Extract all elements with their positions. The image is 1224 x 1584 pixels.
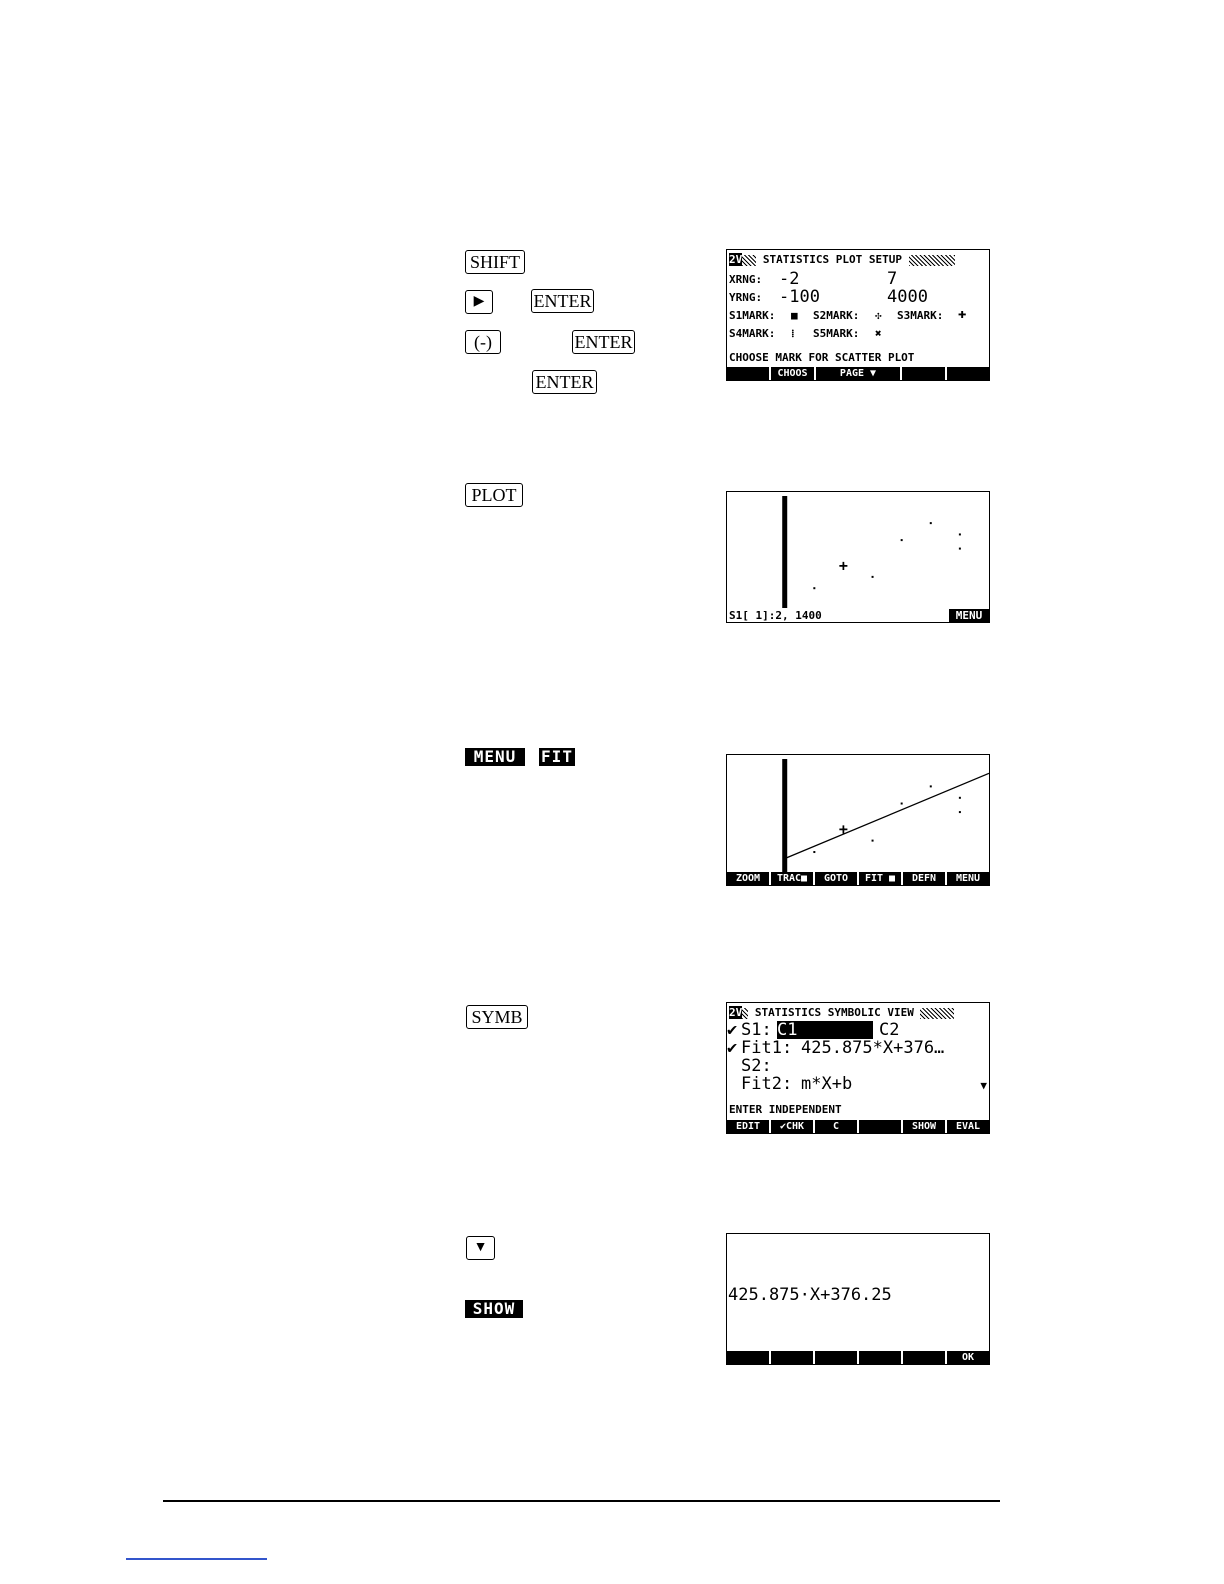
data-point bbox=[959, 548, 961, 550]
scatter-plot bbox=[727, 492, 989, 608]
screen-title: STATISTICS PLOT SETUP bbox=[762, 253, 902, 266]
xrng-min[interactable]: -2 bbox=[779, 269, 800, 289]
s5mark-label: S5MARK: bbox=[813, 327, 860, 340]
data-point bbox=[872, 576, 874, 578]
show-softkey[interactable]: SHOW bbox=[465, 1300, 523, 1318]
negate-key[interactable]: (-) bbox=[465, 330, 501, 354]
trace-cursor: + bbox=[838, 820, 848, 839]
show-expression-screen bbox=[726, 1233, 990, 1365]
menu-key-trace[interactable]: TRAC■ bbox=[771, 872, 813, 885]
s1-check[interactable]: ✔ bbox=[727, 1020, 738, 1040]
data-point bbox=[930, 522, 932, 524]
scroll-down-icon: ▼ bbox=[980, 1079, 987, 1092]
down-arrow-key[interactable]: ▼ bbox=[466, 1236, 495, 1260]
fit-line bbox=[785, 773, 989, 858]
s2-mark-glyph[interactable]: ✣ bbox=[875, 309, 882, 322]
data-point bbox=[959, 797, 961, 799]
data-point bbox=[959, 533, 961, 535]
s1-c1-field[interactable]: C1 bbox=[777, 1021, 873, 1039]
footer-rule bbox=[163, 1500, 1000, 1502]
scatter-plot-screen bbox=[726, 491, 990, 623]
s2mark-label: S2MARK: bbox=[813, 309, 860, 322]
s1-c2-field[interactable]: C2 bbox=[879, 1020, 900, 1040]
symbolic-view-screen bbox=[726, 1002, 990, 1134]
y-axis bbox=[782, 496, 787, 608]
status-readout: S1[ 1]:2, 1400 bbox=[729, 609, 822, 622]
xrng-max[interactable]: 7 bbox=[887, 269, 898, 289]
yrng-min[interactable]: -100 bbox=[779, 287, 820, 307]
enter-key[interactable]: ENTER bbox=[531, 289, 594, 313]
menu-key-5[interactable] bbox=[947, 367, 989, 380]
menu-bar bbox=[727, 872, 989, 885]
trace-cursor: + bbox=[838, 556, 848, 575]
fit-plot bbox=[727, 755, 989, 872]
footer-link-underline[interactable] bbox=[126, 1558, 267, 1560]
menu-key-edit[interactable]: EDIT bbox=[727, 1120, 769, 1133]
data-point bbox=[813, 587, 815, 589]
menu-softkey[interactable]: MENU bbox=[465, 748, 525, 766]
screen-prompt: ENTER INDEPENDENT bbox=[729, 1103, 842, 1116]
data-point bbox=[930, 785, 932, 787]
menu-key-3[interactable] bbox=[815, 1351, 857, 1364]
menu-key-show[interactable]: SHOW bbox=[903, 1120, 945, 1133]
y-axis bbox=[782, 759, 787, 872]
s1-label: S1: bbox=[741, 1020, 772, 1040]
enter-key[interactable]: ENTER bbox=[572, 330, 635, 354]
data-point bbox=[901, 803, 903, 805]
screen-header bbox=[729, 253, 955, 266]
symb-key[interactable]: SYMB bbox=[466, 1005, 528, 1029]
menu-key-blank[interactable] bbox=[859, 1120, 901, 1133]
menu-key-4[interactable] bbox=[902, 367, 944, 380]
data-point bbox=[959, 811, 961, 813]
menu-key-1[interactable] bbox=[727, 367, 769, 380]
aplet-tag: 2V bbox=[729, 253, 743, 266]
s2-label: S2: bbox=[741, 1056, 772, 1076]
shift-key[interactable]: SHIFT bbox=[465, 250, 525, 274]
menu-key-c[interactable]: C bbox=[815, 1120, 857, 1133]
fit1-check[interactable]: ✔ bbox=[727, 1038, 738, 1058]
enter-key[interactable]: ENTER bbox=[532, 370, 597, 394]
menu-key-zoom[interactable]: ZOOM bbox=[727, 872, 769, 885]
s4mark-label: S4MARK: bbox=[729, 327, 776, 340]
screen-prompt: CHOOSE MARK FOR SCATTER PLOT bbox=[729, 351, 915, 364]
data-point bbox=[813, 851, 815, 853]
menu-bar bbox=[727, 1120, 989, 1133]
menu-key-menu[interactable]: MENU bbox=[949, 609, 989, 622]
yrng-label: YRNG: bbox=[729, 291, 763, 304]
fit-plot-screen bbox=[726, 754, 990, 886]
s5-mark-glyph[interactable]: ✖ bbox=[875, 327, 882, 340]
plot-setup-screen bbox=[726, 249, 990, 381]
menu-key-defn[interactable]: DEFN bbox=[903, 872, 945, 885]
aplet-tag: 2V bbox=[729, 1006, 743, 1019]
fit-softkey[interactable]: FIT bbox=[539, 748, 575, 766]
menu-key-4[interactable] bbox=[859, 1351, 901, 1364]
data-point bbox=[901, 539, 903, 541]
s1mark-label: S1MARK: bbox=[729, 309, 776, 322]
menu-key-5[interactable] bbox=[903, 1351, 945, 1364]
screen-title: STATISTICS SYMBOLIC VIEW bbox=[754, 1006, 914, 1019]
menu-key-choos[interactable]: CHOOS bbox=[771, 367, 813, 380]
fit2-label: Fit2: bbox=[741, 1074, 793, 1094]
fit1-label: Fit1: bbox=[741, 1038, 793, 1058]
data-point bbox=[872, 840, 874, 842]
fit1-value[interactable]: 425.875*X+376… bbox=[801, 1038, 945, 1058]
plot-key[interactable]: PLOT bbox=[465, 483, 523, 507]
s3mark-label: S3MARK: bbox=[897, 309, 944, 322]
s4-mark-glyph[interactable]: ⁞ bbox=[791, 327, 795, 340]
yrng-max[interactable]: 4000 bbox=[887, 287, 928, 307]
menu-bar bbox=[727, 1351, 989, 1364]
screen-header bbox=[729, 1006, 954, 1019]
fit2-value[interactable]: m*X+b bbox=[801, 1074, 853, 1094]
menu-bar bbox=[727, 367, 989, 380]
s1-mark-glyph[interactable]: ■ bbox=[791, 309, 798, 322]
menu-key-chk[interactable]: ✔CHK bbox=[771, 1120, 813, 1133]
menu-key-fit[interactable]: FIT ■ bbox=[859, 872, 901, 885]
menu-key-2[interactable] bbox=[771, 1351, 813, 1364]
menu-key-eval[interactable]: EVAL bbox=[947, 1120, 989, 1133]
fit-expression: 425.875·X+376.25 bbox=[728, 1285, 892, 1305]
menu-key-ok[interactable]: OK bbox=[947, 1351, 989, 1364]
xrng-label: XRNG: bbox=[729, 273, 763, 286]
menu-key-1[interactable] bbox=[727, 1351, 769, 1364]
menu-key-page[interactable]: PAGE ▼ bbox=[816, 367, 901, 380]
menu-key-goto[interactable]: GOTO bbox=[815, 872, 857, 885]
right-arrow-key[interactable]: ▶ bbox=[465, 290, 493, 314]
s3-mark-glyph[interactable]: ✚ bbox=[958, 306, 967, 322]
menu-key-menu[interactable]: MENU bbox=[947, 872, 989, 885]
